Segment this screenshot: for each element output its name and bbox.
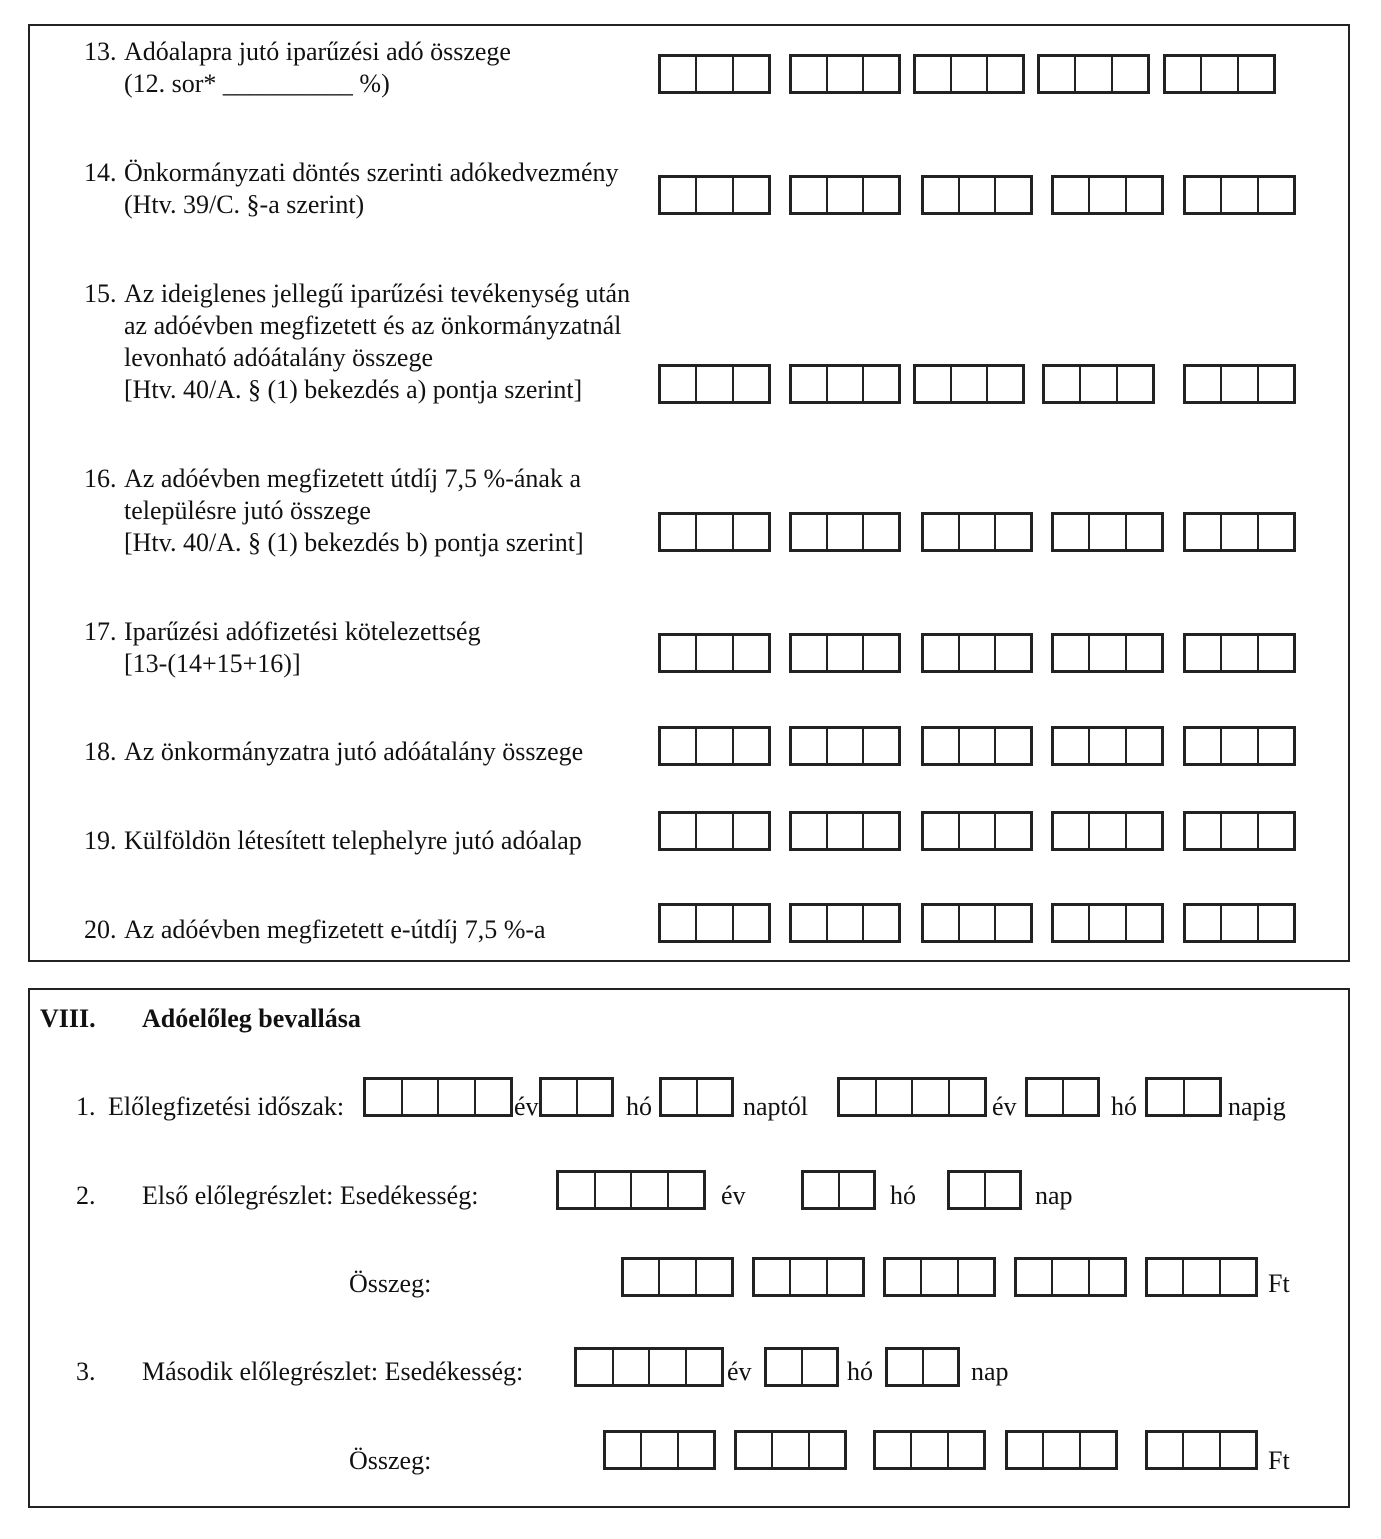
digit-cell[interactable] — [1259, 814, 1293, 848]
first-installment-year-label: év — [721, 1181, 746, 1210]
digit-cell[interactable] — [1090, 814, 1126, 848]
digit-cell[interactable] — [577, 1350, 614, 1384]
digit-cell[interactable] — [650, 1350, 687, 1384]
first-installment-year-input[interactable] — [556, 1170, 706, 1210]
digit-cell[interactable] — [1054, 636, 1090, 670]
digit-cell[interactable] — [697, 178, 733, 212]
digit-cell[interactable] — [1081, 1433, 1115, 1467]
row-18-amount-group-2[interactable] — [789, 726, 901, 766]
row-20-amount-group-3[interactable] — [921, 903, 1033, 943]
period-start-month-label: hó — [626, 1092, 652, 1121]
digit-cell[interactable] — [828, 367, 864, 401]
row-16-amount-group-4[interactable] — [1051, 512, 1164, 552]
row-15-amount-group-5[interactable] — [1183, 364, 1296, 404]
row-19-label: Külföldön létesített telephelyre jutó adóalap — [124, 826, 582, 855]
digit-cell[interactable] — [1127, 814, 1161, 848]
digit-cell[interactable] — [996, 729, 1030, 763]
row-18-amount-group-4[interactable] — [1051, 726, 1164, 766]
period-to-label: napig — [1228, 1092, 1286, 1121]
digit-cell[interactable] — [734, 515, 768, 549]
row-16-label-line2: településre jutó összege — [124, 496, 371, 525]
row-14-amount-group-1[interactable] — [658, 175, 771, 215]
digit-cell[interactable] — [1221, 1260, 1255, 1294]
second-installment-day-label: nap — [971, 1357, 1009, 1386]
digit-cell[interactable] — [924, 178, 960, 212]
digit-cell[interactable] — [1186, 367, 1222, 401]
digit-cell[interactable] — [1186, 636, 1222, 670]
digit-cell[interactable] — [886, 1260, 922, 1294]
digit-cell[interactable] — [737, 1433, 773, 1467]
digit-cell[interactable] — [952, 57, 988, 91]
digit-cell[interactable] — [924, 729, 960, 763]
digit-cell[interactable] — [606, 1433, 642, 1467]
digit-cell[interactable] — [1184, 1260, 1220, 1294]
digit-cell[interactable] — [1222, 636, 1258, 670]
second-installment-month-input[interactable] — [764, 1347, 839, 1387]
digit-cell[interactable] — [840, 1080, 877, 1114]
digit-cell[interactable] — [697, 729, 733, 763]
digit-cell[interactable] — [773, 1433, 809, 1467]
digit-cell[interactable] — [828, 1260, 862, 1294]
digit-cell[interactable] — [559, 1173, 596, 1207]
row-18-amount-group-1[interactable] — [658, 726, 771, 766]
digit-cell[interactable] — [1259, 178, 1293, 212]
row-20-amount-group-5[interactable] — [1183, 903, 1296, 943]
digit-cell[interactable] — [959, 1260, 993, 1294]
digit-cell[interactable] — [661, 178, 697, 212]
row-13-amount-group-4[interactable] — [1037, 54, 1150, 94]
second-installment-month-label: hó — [847, 1357, 873, 1386]
digit-cell[interactable] — [1054, 178, 1090, 212]
row-20-label: Az adóévben megfizetett e-útdíj 7,5 %-a — [124, 915, 546, 944]
digit-cell[interactable] — [1148, 1433, 1184, 1467]
row-17-amount-group-3[interactable] — [921, 633, 1033, 673]
digit-cell[interactable] — [642, 1433, 678, 1467]
row-16-amount-group-3[interactable] — [921, 512, 1033, 552]
digit-cell[interactable] — [864, 515, 898, 549]
digit-cell[interactable] — [697, 515, 733, 549]
row-17-amount-group-1[interactable] — [658, 633, 771, 673]
first-installment-amount-group-2[interactable] — [752, 1257, 865, 1297]
item-1-number: 1. — [76, 1092, 96, 1121]
period-start-year-label: év — [514, 1092, 539, 1121]
digit-cell[interactable] — [1076, 57, 1112, 91]
row-15-amount-group-4[interactable] — [1042, 364, 1155, 404]
digit-cell[interactable] — [950, 1173, 986, 1207]
row-13-amount-group-5[interactable] — [1163, 54, 1276, 94]
digit-cell[interactable] — [810, 1433, 844, 1467]
digit-cell[interactable] — [996, 906, 1030, 940]
digit-cell[interactable] — [734, 178, 768, 212]
digit-cell[interactable] — [1090, 906, 1126, 940]
digit-cell[interactable] — [624, 1260, 660, 1294]
period-start-day-input[interactable] — [659, 1077, 734, 1117]
digit-cell[interactable] — [1090, 515, 1126, 549]
row-15-label-line4: [Htv. 40/A. § (1) bekezdés a) pontja szerint] — [124, 375, 583, 404]
digit-cell[interactable] — [1202, 57, 1238, 91]
row-19-amount-group-3[interactable] — [921, 811, 1033, 851]
digit-cell[interactable] — [877, 1080, 914, 1114]
digit-cell[interactable] — [922, 1260, 958, 1294]
digit-cell[interactable] — [924, 814, 960, 848]
digit-cell[interactable] — [1127, 729, 1161, 763]
first-installment-month-input[interactable] — [801, 1170, 876, 1210]
row-14-label: Önkormányzati döntés szerinti adókedvezmény — [124, 158, 619, 187]
second-installment-day-input[interactable] — [885, 1347, 960, 1387]
row-13-sublabel: (12. sor* __________ %) — [124, 69, 390, 98]
row-16-label-line1: Az adóévben megfizetett útdíj 7,5 %-ának a — [124, 464, 581, 493]
row-17-label: Iparűzési adófizetési kötelezettség — [124, 617, 481, 646]
digit-cell[interactable] — [960, 729, 996, 763]
digit-cell[interactable] — [1222, 178, 1258, 212]
digit-cell[interactable] — [996, 814, 1030, 848]
row-18-amount-group-3[interactable] — [921, 726, 1033, 766]
row-20-amount-group-1[interactable] — [658, 903, 771, 943]
digit-cell[interactable] — [661, 729, 697, 763]
digit-cell[interactable] — [960, 515, 996, 549]
digit-cell[interactable] — [952, 367, 988, 401]
period-end-day-input[interactable] — [1145, 1077, 1222, 1117]
period-end-month-label: hó — [1111, 1092, 1137, 1121]
row-15-amount-group-3[interactable] — [913, 364, 1025, 404]
digit-cell[interactable] — [1222, 729, 1258, 763]
digit-cell[interactable] — [996, 178, 1030, 212]
digit-cell[interactable] — [1028, 1080, 1064, 1114]
digit-cell[interactable] — [1090, 636, 1126, 670]
digit-cell[interactable] — [687, 1350, 722, 1384]
digit-cell[interactable] — [1259, 367, 1293, 401]
first-installment-amount-group-5[interactable] — [1145, 1257, 1258, 1297]
item-3-number: 3. — [76, 1357, 96, 1386]
digit-cell[interactable] — [840, 1173, 874, 1207]
row-14-amount-group-3[interactable] — [921, 175, 1033, 215]
digit-cell[interactable] — [1127, 178, 1161, 212]
digit-cell[interactable] — [1040, 57, 1076, 91]
row-16-amount-group-2[interactable] — [789, 512, 901, 552]
digit-cell[interactable] — [614, 1350, 651, 1384]
digit-cell[interactable] — [792, 729, 828, 763]
row-15-amount-group-1[interactable] — [658, 364, 771, 404]
digit-cell[interactable] — [792, 57, 828, 91]
digit-cell[interactable] — [1127, 515, 1161, 549]
digit-cell[interactable] — [949, 1433, 983, 1467]
row-13-amount-group-1[interactable] — [658, 54, 771, 94]
digit-cell[interactable] — [828, 57, 864, 91]
item-2-number: 2. — [76, 1181, 96, 1210]
digit-cell[interactable] — [661, 906, 697, 940]
row-13-label: Adóalapra jutó iparűzési adó összege — [124, 37, 511, 66]
period-end-year-label: év — [992, 1092, 1017, 1121]
digit-cell[interactable] — [1044, 1433, 1080, 1467]
digit-cell[interactable] — [960, 814, 996, 848]
second-installment-year-label: év — [727, 1357, 752, 1386]
digit-cell[interactable] — [864, 814, 898, 848]
digit-cell[interactable] — [679, 1433, 713, 1467]
first-installment-amount-group-3[interactable] — [883, 1257, 996, 1297]
row-15-label-line1: Az ideiglenes jellegű iparűzési tevékenység után — [124, 279, 631, 308]
row-17-amount-group-4[interactable] — [1051, 633, 1164, 673]
period-start-year-input[interactable] — [363, 1077, 513, 1117]
digit-cell[interactable] — [767, 1350, 803, 1384]
row-18-number: 18. — [84, 737, 117, 766]
digit-cell[interactable] — [988, 57, 1022, 91]
digit-cell[interactable] — [792, 178, 828, 212]
second-installment-currency: Ft — [1268, 1446, 1290, 1475]
row-15-number: 15. — [84, 279, 117, 308]
digit-cell[interactable] — [1186, 906, 1222, 940]
digit-cell[interactable] — [476, 1080, 511, 1114]
digit-cell[interactable] — [1186, 515, 1222, 549]
first-installment-day-label: nap — [1035, 1181, 1073, 1210]
digit-cell[interactable] — [698, 1080, 732, 1114]
digit-cell[interactable] — [828, 906, 864, 940]
row-16-number: 16. — [84, 464, 117, 493]
digit-cell[interactable] — [1222, 515, 1258, 549]
digit-cell[interactable] — [803, 1350, 837, 1384]
digit-cell[interactable] — [792, 636, 828, 670]
row-16-amount-group-1[interactable] — [658, 512, 771, 552]
digit-cell[interactable] — [828, 515, 864, 549]
digit-cell[interactable] — [792, 515, 828, 549]
row-20-amount-group-4[interactable] — [1051, 903, 1164, 943]
second-installment-amount-group-1[interactable] — [603, 1430, 716, 1470]
period-end-month-input[interactable] — [1025, 1077, 1100, 1117]
digit-cell[interactable] — [1184, 1433, 1220, 1467]
digit-cell[interactable] — [439, 1080, 476, 1114]
digit-cell[interactable] — [1127, 906, 1161, 940]
digit-cell[interactable] — [662, 1080, 698, 1114]
row-20-amount-group-2[interactable] — [789, 903, 901, 943]
digit-cell[interactable] — [828, 178, 864, 212]
digit-cell[interactable] — [924, 1350, 958, 1384]
digit-cell[interactable] — [1239, 57, 1273, 91]
digit-cell[interactable] — [669, 1173, 704, 1207]
digit-cell[interactable] — [924, 906, 960, 940]
digit-cell[interactable] — [960, 178, 996, 212]
row-17-amount-group-2[interactable] — [789, 633, 901, 673]
digit-cell[interactable] — [1008, 1433, 1044, 1467]
item-1-label: Előlegfizetési időszak: — [108, 1092, 345, 1121]
digit-cell[interactable] — [916, 57, 952, 91]
digit-cell[interactable] — [1185, 1080, 1220, 1114]
section-roman-numeral: VIII. — [40, 1004, 96, 1033]
row-14-sublabel: (Htv. 39/C. §-a szerint) — [124, 190, 365, 219]
row-17-number: 17. — [84, 617, 117, 646]
digit-cell[interactable] — [1259, 729, 1293, 763]
digit-cell[interactable] — [960, 636, 996, 670]
row-16-label-line3: [Htv. 40/A. § (1) bekezdés b) pontja szerint] — [124, 528, 584, 557]
row-13-number: 13. — [84, 37, 117, 66]
row-14-amount-group-4[interactable] — [1051, 175, 1164, 215]
first-installment-currency: Ft — [1268, 1269, 1290, 1298]
digit-cell[interactable] — [864, 906, 898, 940]
row-15-amount-group-2[interactable] — [789, 364, 901, 404]
digit-cell[interactable] — [864, 729, 898, 763]
digit-cell[interactable] — [366, 1080, 403, 1114]
digit-cell[interactable] — [986, 1173, 1020, 1207]
digit-cell[interactable] — [578, 1080, 612, 1114]
digit-cell[interactable] — [792, 906, 828, 940]
row-13-amount-group-2[interactable] — [789, 54, 901, 94]
digit-cell[interactable] — [1127, 636, 1161, 670]
row-18-amount-group-5[interactable] — [1183, 726, 1296, 766]
digit-cell[interactable] — [913, 1080, 950, 1114]
digit-cell[interactable] — [661, 57, 697, 91]
digit-cell[interactable] — [1186, 814, 1222, 848]
digit-cell[interactable] — [1053, 1260, 1089, 1294]
digit-cell[interactable] — [876, 1433, 912, 1467]
digit-cell[interactable] — [912, 1433, 948, 1467]
digit-cell[interactable] — [1054, 814, 1090, 848]
section-title: Adóelőleg bevallása — [142, 1004, 361, 1033]
row-15-label-line3: levonható adóátalány összege — [124, 343, 433, 372]
digit-cell[interactable] — [734, 367, 768, 401]
digit-cell[interactable] — [1054, 906, 1090, 940]
row-15-label-line2: az adóévben megfizetett és az önkormányzatnál — [124, 311, 622, 340]
digit-cell[interactable] — [1113, 57, 1147, 91]
digit-cell[interactable] — [1222, 906, 1258, 940]
first-installment-amount-label: Összeg: — [349, 1269, 432, 1298]
digit-cell[interactable] — [755, 1260, 791, 1294]
digit-cell[interactable] — [734, 814, 768, 848]
second-installment-amount-group-4[interactable] — [1005, 1430, 1118, 1470]
digit-cell[interactable] — [661, 636, 697, 670]
digit-cell[interactable] — [661, 515, 697, 549]
row-20-number: 20. — [84, 915, 117, 944]
row-14-number: 14. — [84, 158, 117, 187]
digit-cell[interactable] — [924, 636, 960, 670]
period-start-month-input[interactable] — [539, 1077, 614, 1117]
row-19-number: 19. — [84, 826, 117, 855]
digit-cell[interactable] — [864, 636, 898, 670]
digit-cell[interactable] — [1081, 367, 1117, 401]
digit-cell[interactable] — [996, 636, 1030, 670]
digit-cell[interactable] — [996, 515, 1030, 549]
digit-cell[interactable] — [1017, 1260, 1053, 1294]
digit-cell[interactable] — [1064, 1080, 1098, 1114]
digit-cell[interactable] — [792, 814, 828, 848]
first-installment-amount-group-1[interactable] — [621, 1257, 734, 1297]
digit-cell[interactable] — [1259, 906, 1293, 940]
digit-cell[interactable] — [403, 1080, 440, 1114]
digit-cell[interactable] — [791, 1260, 827, 1294]
period-end-year-input[interactable] — [837, 1077, 987, 1117]
row-19-amount-group-5[interactable] — [1183, 811, 1296, 851]
row-17-amount-group-5[interactable] — [1183, 633, 1296, 673]
digit-cell[interactable] — [1090, 1260, 1124, 1294]
digit-cell[interactable] — [697, 57, 733, 91]
digit-cell[interactable] — [734, 636, 768, 670]
digit-cell[interactable] — [661, 367, 697, 401]
row-17-sublabel: [13-(14+15+16)] — [124, 649, 301, 678]
first-installment-amount-group-4[interactable] — [1014, 1257, 1127, 1297]
row-19-amount-group-2[interactable] — [789, 811, 901, 851]
digit-cell[interactable] — [697, 1260, 731, 1294]
digit-cell[interactable] — [697, 636, 733, 670]
digit-cell[interactable] — [1259, 636, 1293, 670]
item-3-label: Második előlegrészlet: Esedékesség: — [142, 1357, 524, 1386]
digit-cell[interactable] — [661, 814, 697, 848]
digit-cell[interactable] — [864, 57, 898, 91]
digit-cell[interactable] — [697, 814, 733, 848]
first-installment-month-label: hó — [890, 1181, 916, 1210]
digit-cell[interactable] — [960, 906, 996, 940]
digit-cell[interactable] — [916, 367, 952, 401]
digit-cell[interactable] — [950, 1080, 985, 1114]
item-2-label: Első előlegrészlet: Esedékesség: — [142, 1181, 479, 1210]
second-installment-year-input[interactable] — [574, 1347, 724, 1387]
row-19-amount-group-1[interactable] — [658, 811, 771, 851]
second-installment-amount-group-2[interactable] — [734, 1430, 847, 1470]
digit-cell[interactable] — [924, 515, 960, 549]
digit-cell[interactable] — [864, 367, 898, 401]
row-19-amount-group-4[interactable] — [1051, 811, 1164, 851]
second-installment-amount-group-5[interactable] — [1145, 1430, 1258, 1470]
digit-cell[interactable] — [1259, 515, 1293, 549]
digit-cell[interactable] — [792, 367, 828, 401]
row-14-amount-group-5[interactable] — [1183, 175, 1296, 215]
digit-cell[interactable] — [734, 729, 768, 763]
row-13-amount-group-3[interactable] — [913, 54, 1025, 94]
row-14-amount-group-2[interactable] — [789, 175, 901, 215]
digit-cell[interactable] — [1045, 367, 1081, 401]
digit-cell[interactable] — [828, 636, 864, 670]
digit-cell[interactable] — [1148, 1080, 1185, 1114]
digit-cell[interactable] — [542, 1080, 578, 1114]
digit-cell[interactable] — [660, 1260, 696, 1294]
digit-cell[interactable] — [1090, 729, 1126, 763]
second-installment-amount-label: Összeg: — [349, 1446, 432, 1475]
digit-cell[interactable] — [1148, 1260, 1184, 1294]
digit-cell[interactable] — [828, 729, 864, 763]
digit-cell[interactable] — [596, 1173, 633, 1207]
digit-cell[interactable] — [828, 814, 864, 848]
digit-cell[interactable] — [1222, 814, 1258, 848]
digit-cell[interactable] — [988, 367, 1022, 401]
digit-cell[interactable] — [697, 367, 733, 401]
digit-cell[interactable] — [888, 1350, 924, 1384]
digit-cell[interactable] — [1222, 367, 1258, 401]
digit-cell[interactable] — [1090, 178, 1126, 212]
digit-cell[interactable] — [1186, 178, 1222, 212]
digit-cell[interactable] — [734, 57, 768, 91]
digit-cell[interactable] — [864, 178, 898, 212]
digit-cell[interactable] — [734, 906, 768, 940]
second-installment-amount-group-3[interactable] — [873, 1430, 986, 1470]
digit-cell[interactable] — [1054, 515, 1090, 549]
digit-cell[interactable] — [1186, 729, 1222, 763]
period-from-label: naptól — [743, 1092, 808, 1121]
digit-cell[interactable] — [804, 1173, 840, 1207]
digit-cell[interactable] — [632, 1173, 669, 1207]
row-18-label: Az önkormányzatra jutó adóátalány összege — [124, 737, 584, 766]
digit-cell[interactable] — [1118, 367, 1152, 401]
row-16-amount-group-5[interactable] — [1183, 512, 1296, 552]
digit-cell[interactable] — [1166, 57, 1202, 91]
digit-cell[interactable] — [697, 906, 733, 940]
digit-cell[interactable] — [1221, 1433, 1255, 1467]
digit-cell[interactable] — [1054, 729, 1090, 763]
first-installment-day-input[interactable] — [947, 1170, 1022, 1210]
